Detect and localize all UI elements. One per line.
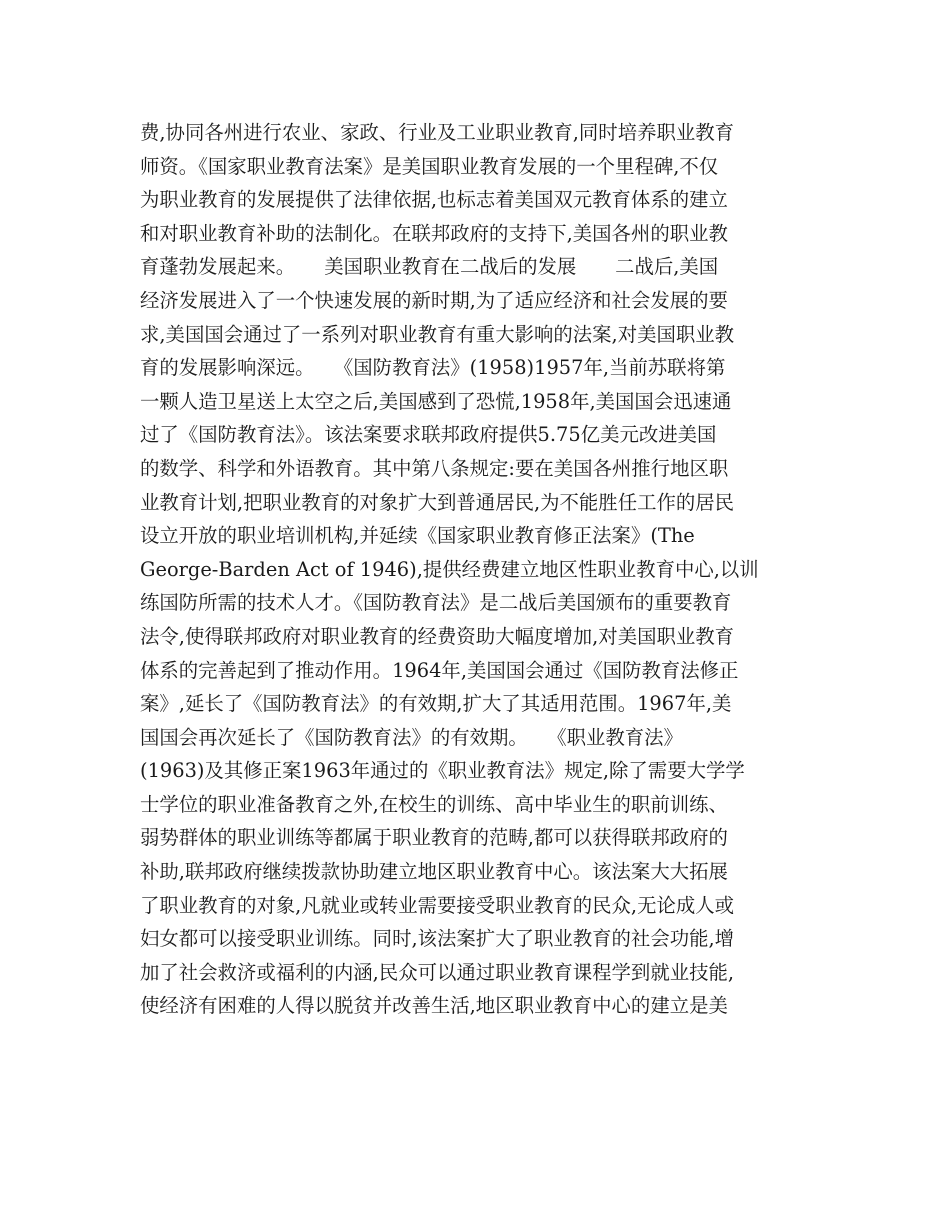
text-line: 使经济有困难的人得以脱贫并改善生活,地区职业教育中心的建立是美 (140, 994, 728, 1018)
text-line: 求,美国国会通过了一系列对职业教育有重大影响的法案,对美国职业教 (140, 322, 735, 346)
text-line: 的数学、科学和外语教育。其中第八条规定:要在美国各州推行地区职 (140, 456, 729, 480)
text-line: 育蓬勃发展起来。 美国职业教育在二战后的发展 二战后,美国 (140, 255, 719, 279)
text-line: 弱势群体的职业训练等都属于职业教育的范畴,都可以获得联邦政府的 (140, 826, 728, 850)
text-line: 加了社会救济或福利的内涵,民众可以通过职业教育课程学到就业技能, (140, 960, 735, 984)
text-line: 设立开放的职业培训机构,并延续《国家职业教育修正法案》(The (140, 524, 695, 548)
text-line: 一颗人造卫星送上太空之后,美国感到了恐慌,1958年,美国国会迅速通 (140, 389, 732, 413)
text-line: 妇女都可以接受职业训练。同时,该法案扩大了职业教育的社会功能,增 (140, 927, 735, 951)
text-line: 案》,延长了《国防教育法》的有效期,扩大了其适用范围。1967年,美 (140, 692, 732, 716)
text-line: 了职业教育的对象,凡就业或转业需要接受职业教育的民众,无论成人或 (140, 893, 735, 917)
text-line: 为职业教育的发展提供了法律依据,也标志着美国双元教育体系的建立 (140, 188, 728, 212)
text-line: 补助,联邦政府继续拨款协助建立地区职业教育中心。该法案大大拓展 (140, 860, 728, 884)
text-line: 经济发展进入了一个快速发展的新时期,为了适应经济和社会发展的要 (140, 288, 728, 312)
document-page (140, 116, 814, 1023)
text-line: (1963)及其修正案1963年通过的《职业教育法》规定,除了需要大学学 (140, 759, 745, 783)
text-line: George-Barden Act of 1946),提供经费建立地区性职业教育中心,以训 (140, 557, 759, 581)
text-line: 士学位的职业准备教育之外,在校生的训练、高中毕业生的职前训练、 (140, 792, 728, 816)
text-line: 和对职业教育补助的法制化。在联邦政府的支持下,美国各州的职业教 (140, 221, 728, 245)
text-line: 法令,使得联邦政府对职业教育的经费资助大幅度增加,对美国职业教育 (140, 624, 735, 648)
text-line: 过了《国防教育法》。该法案要求联邦政府提供5.75亿美元改进美国 (140, 423, 717, 447)
text-line: 师资。《国家职业教育法案》是美国职业教育发展的一个里程碑,不仅 (140, 154, 719, 178)
text-line: 费,协同各州进行农业、家政、行业及工业职业教育,同时培养职业教育 (140, 121, 735, 144)
text-line: 练国防所需的技术人才。《国防教育法》是二战后美国颁布的重要教育 (140, 591, 732, 615)
text-line: 国国会再次延长了《国防教育法》的有效期。 《职业教育法》 (140, 725, 683, 749)
text-line: 体系的完善起到了推动作用。1964年,美国国会通过《国防教育法修正 (140, 658, 739, 682)
text-line: 业教育计划,把职业教育的对象扩大到普通居民,为不能胜任工作的居民 (140, 490, 735, 514)
text-line: 育的发展影响深远。 《国防教育法》(1958)1957年,当前苏联将第 (140, 356, 726, 380)
